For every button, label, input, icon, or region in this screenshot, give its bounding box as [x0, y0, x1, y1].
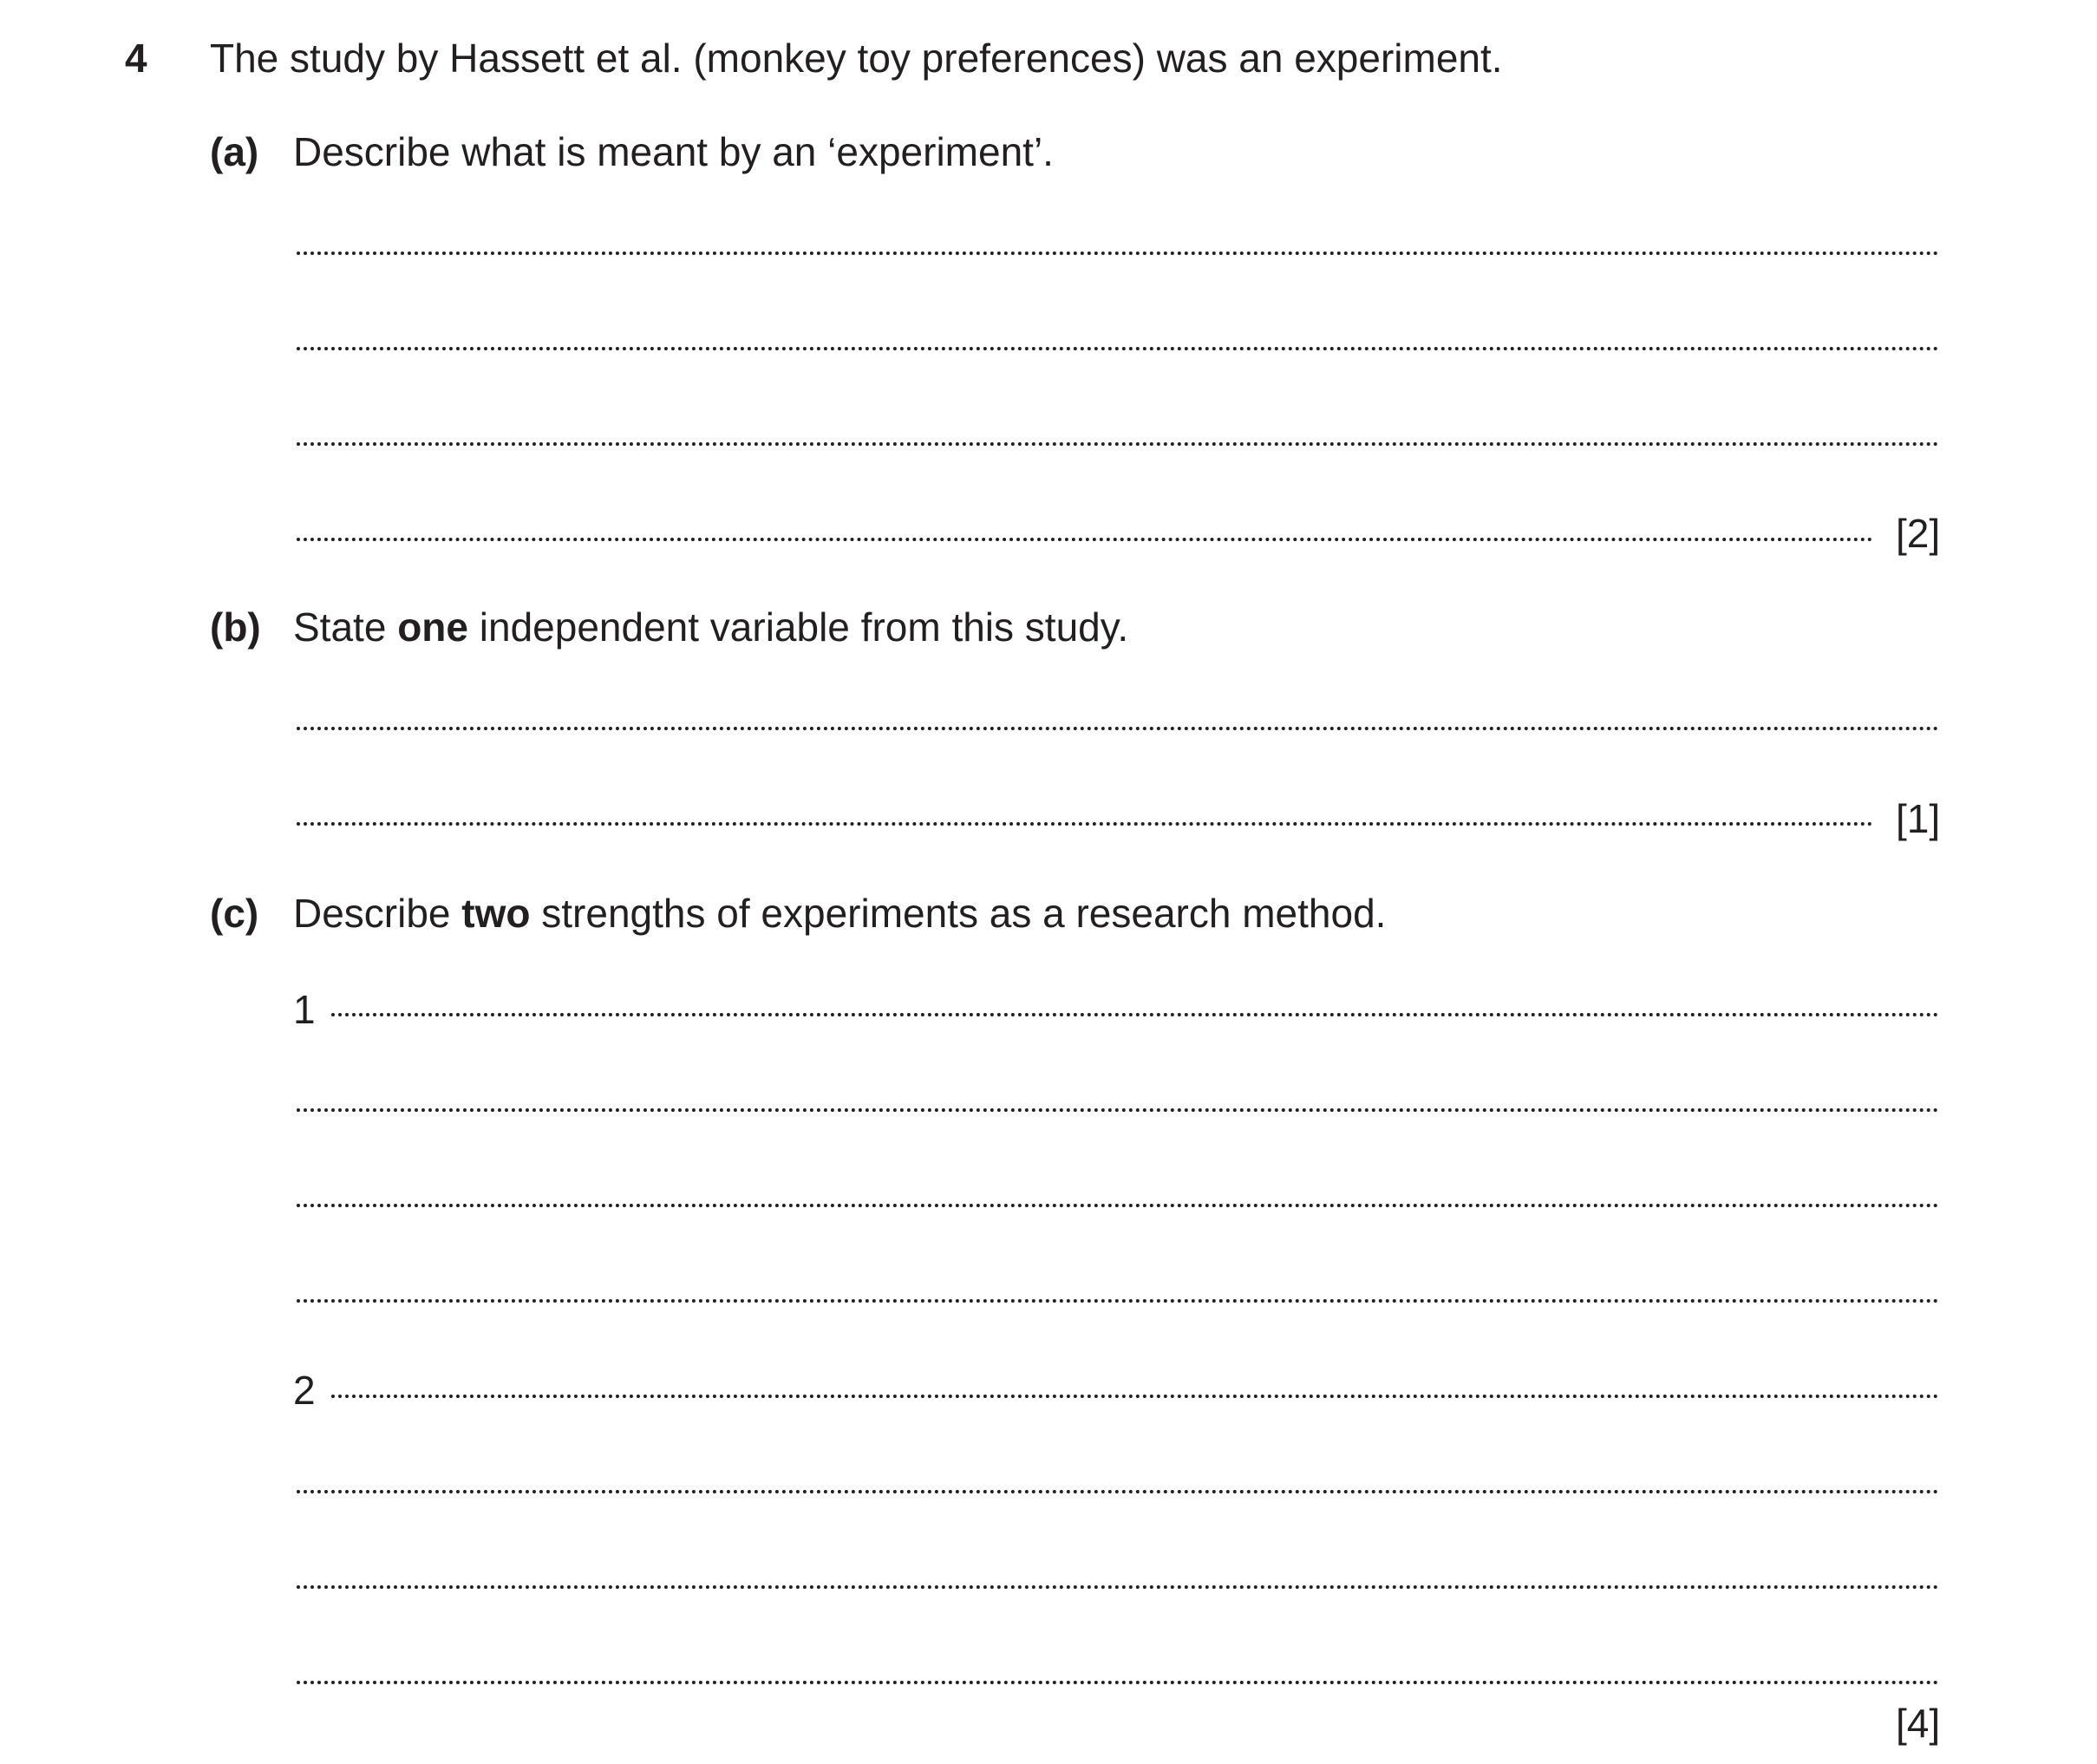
part-a-label: (a) [210, 129, 259, 174]
part-c-item-1-line-2[interactable] [297, 1108, 1939, 1112]
part-c-prompt-emphasis: two [461, 891, 531, 936]
part-b-prompt [293, 604, 1129, 650]
part-c-item-2-line-4[interactable] [297, 1681, 1939, 1684]
part-a-answer-line-3[interactable] [297, 442, 1939, 446]
part-c-item-2-number: 2 [293, 1368, 316, 1413]
part-b-label: (b) [210, 604, 261, 650]
part-c-item-1-line-4[interactable] [297, 1299, 1939, 1303]
part-c-prompt-start: Describe [293, 891, 462, 936]
part-c-item-2-line-2[interactable] [297, 1490, 1939, 1493]
part-c-marks: [4] [1896, 1701, 1941, 1746]
part-c-item-1-line-3[interactable] [297, 1204, 1939, 1207]
part-b-prompt-start: State [293, 604, 398, 650]
part-b-prompt-emphasis: one [397, 604, 468, 650]
part-b-answer-line-2[interactable] [297, 822, 1873, 826]
part-c-item-1-line-1[interactable] [331, 1013, 1939, 1016]
part-c-item-2-line-3[interactable] [297, 1585, 1939, 1589]
part-c-item-1-number: 1 [293, 987, 316, 1032]
part-c-prompt [293, 891, 1387, 936]
part-b-marks: [1] [1896, 796, 1941, 841]
part-a-answer-line-4[interactable] [297, 538, 1873, 541]
part-b-prompt-end: independent variable from this study. [467, 604, 1129, 650]
part-c-item-2-line-1[interactable] [331, 1395, 1939, 1398]
part-b-answer-line-1[interactable] [297, 727, 1939, 730]
part-a-marks: [2] [1896, 511, 1941, 556]
part-a-answer-line-2[interactable] [297, 347, 1939, 350]
question-number: 4 [125, 36, 147, 81]
part-a-answer-line-1[interactable] [297, 252, 1939, 255]
question-stem: The study by Hassett et al. (monkey toy preferences) was an experiment. [210, 36, 1503, 81]
part-c-label: (c) [210, 891, 259, 936]
part-a-prompt: Describe what is meant by an ‘experiment’. [293, 129, 1054, 174]
part-c-prompt-end: strengths of experiments as a research method. [530, 891, 1387, 936]
